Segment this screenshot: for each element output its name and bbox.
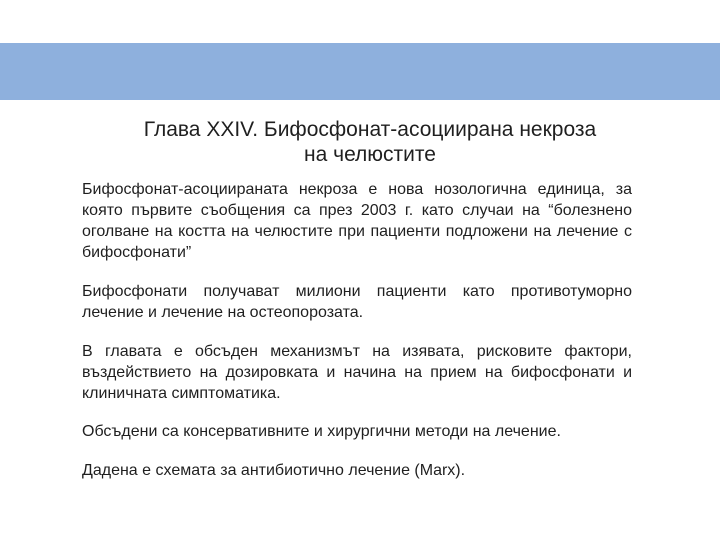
paragraph-definition: Бифосфонат-асоциираната некроза е нова нозологична единица, за която първите съобщения са през 2003 г. като случаи на “болезнено оголване на костта на челюстите при пациенти подложени на лечение с бифосфонати” xyxy=(82,181,632,261)
slide-body xyxy=(82,179,632,499)
paragraph-mechanism: В главата е обсъден механизмът на изявата, рисковите фактори, въздействието на дозировката и начина на прием на бифосфонати и клиничната симптоматика. xyxy=(82,343,632,402)
paragraph-antibiotic: Дадена е схемата за антибиотично лечение (Marx). xyxy=(82,462,466,479)
slide-title xyxy=(60,117,680,167)
header-band xyxy=(0,43,720,100)
paragraph-patients: Бифосфонати получават милиони пациенти като противотуморно лечение и лечение на остеопорозата. xyxy=(82,283,632,321)
paragraph-treatment: Обсъдени са консервативните и хирургични методи на лечение. xyxy=(82,423,561,440)
slide-title-line-1: Глава XXIV. Бифосфонат-асоциирана некроза xyxy=(143,118,597,141)
slide-title-line-2: на челюстите xyxy=(304,143,436,166)
